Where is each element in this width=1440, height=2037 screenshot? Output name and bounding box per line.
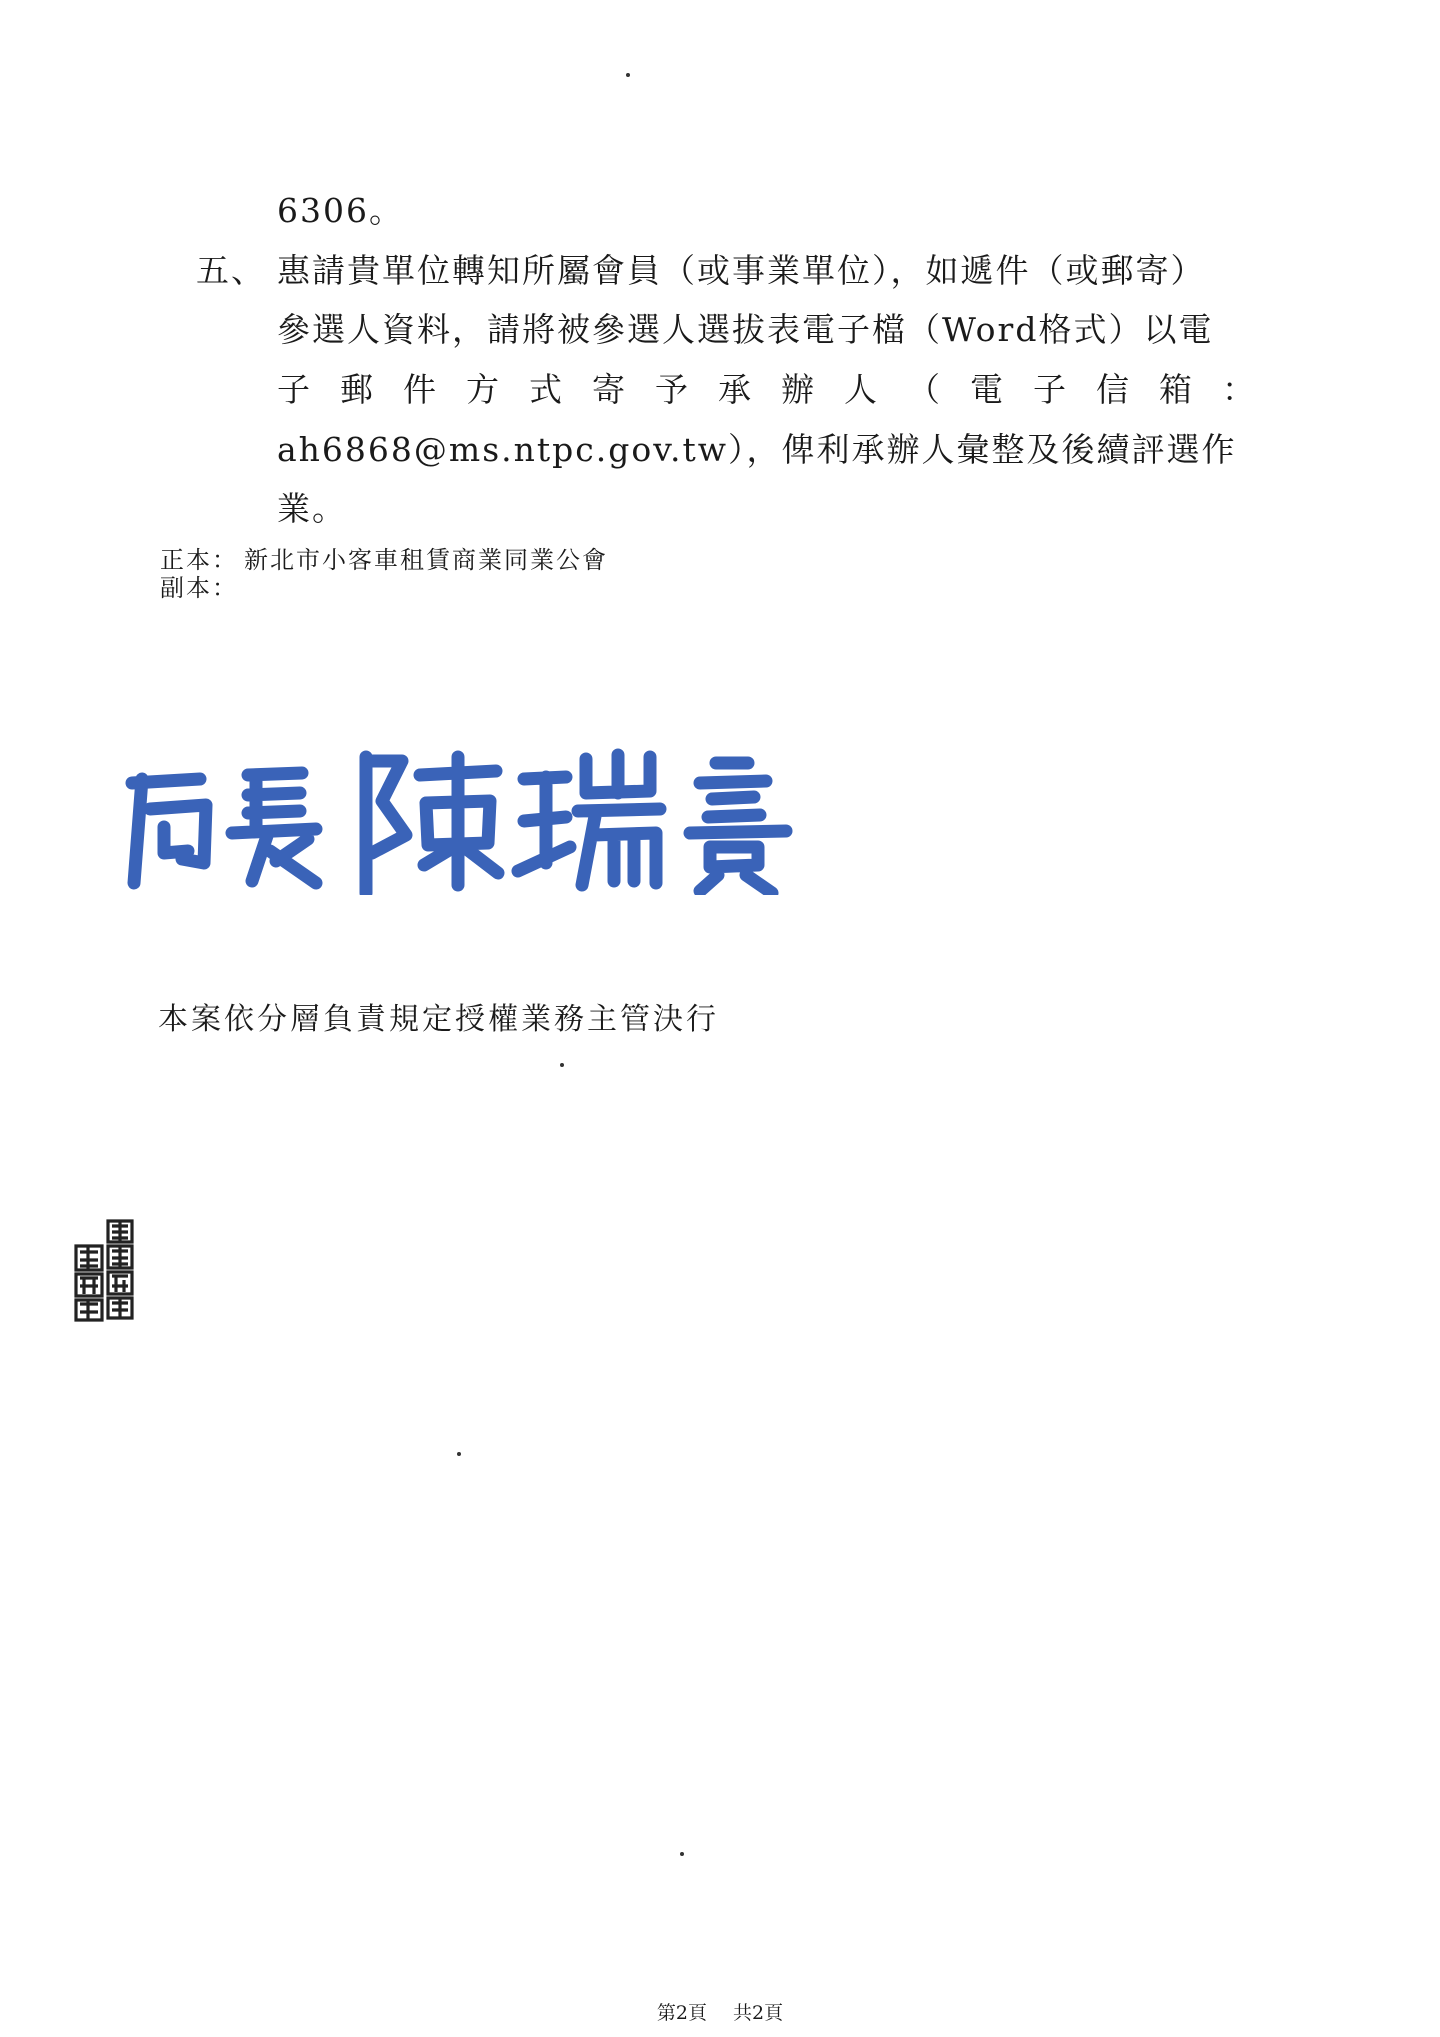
primary-recipient-value: 新北市小客車租賃商業同業公會 (244, 546, 608, 574)
primary-recipient-label: 正本： (160, 546, 238, 574)
scan-speck (626, 73, 630, 77)
item-five-marker: 五、 (196, 251, 266, 290)
delegation-note: 本案依分層負責規定授權業務主管決行 (158, 1002, 719, 1037)
item-five-line: 參選人資料，請將被參選人選拔表電子檔（Word格式）以電 (277, 310, 1214, 349)
page-footer (0, 1998, 1440, 2025)
item-five-line: 子郵件方式寄予承辦人（電子信箱： (277, 370, 1285, 409)
continuation-line: 6306。 (277, 191, 404, 230)
copy-recipient-row (160, 574, 608, 602)
scan-speck (680, 1852, 684, 1856)
official-seal-stamp (72, 1218, 136, 1322)
item-five-line: 業。 (277, 489, 347, 528)
copy-recipient-label: 副本： (160, 574, 238, 602)
page-total: 共2頁 (733, 2002, 784, 2024)
seal-graphic (72, 1218, 136, 1322)
signature-stamp-graphic (120, 735, 800, 895)
primary-recipient-row (160, 546, 608, 574)
item-five-line: ah6868@ms.ntpc.gov.tw），俾利承辦人彙整及後續評選作 (277, 430, 1237, 469)
page-number: 第2頁 (656, 2002, 707, 2024)
scan-speck (457, 1452, 461, 1456)
director-signature-stamp (120, 735, 800, 895)
item-five-line: 惠請貴單位轉知所屬會員（或事業單位），如遞件（或郵寄） (277, 251, 1206, 290)
scan-speck (560, 1063, 564, 1067)
recipients-block (160, 546, 608, 602)
